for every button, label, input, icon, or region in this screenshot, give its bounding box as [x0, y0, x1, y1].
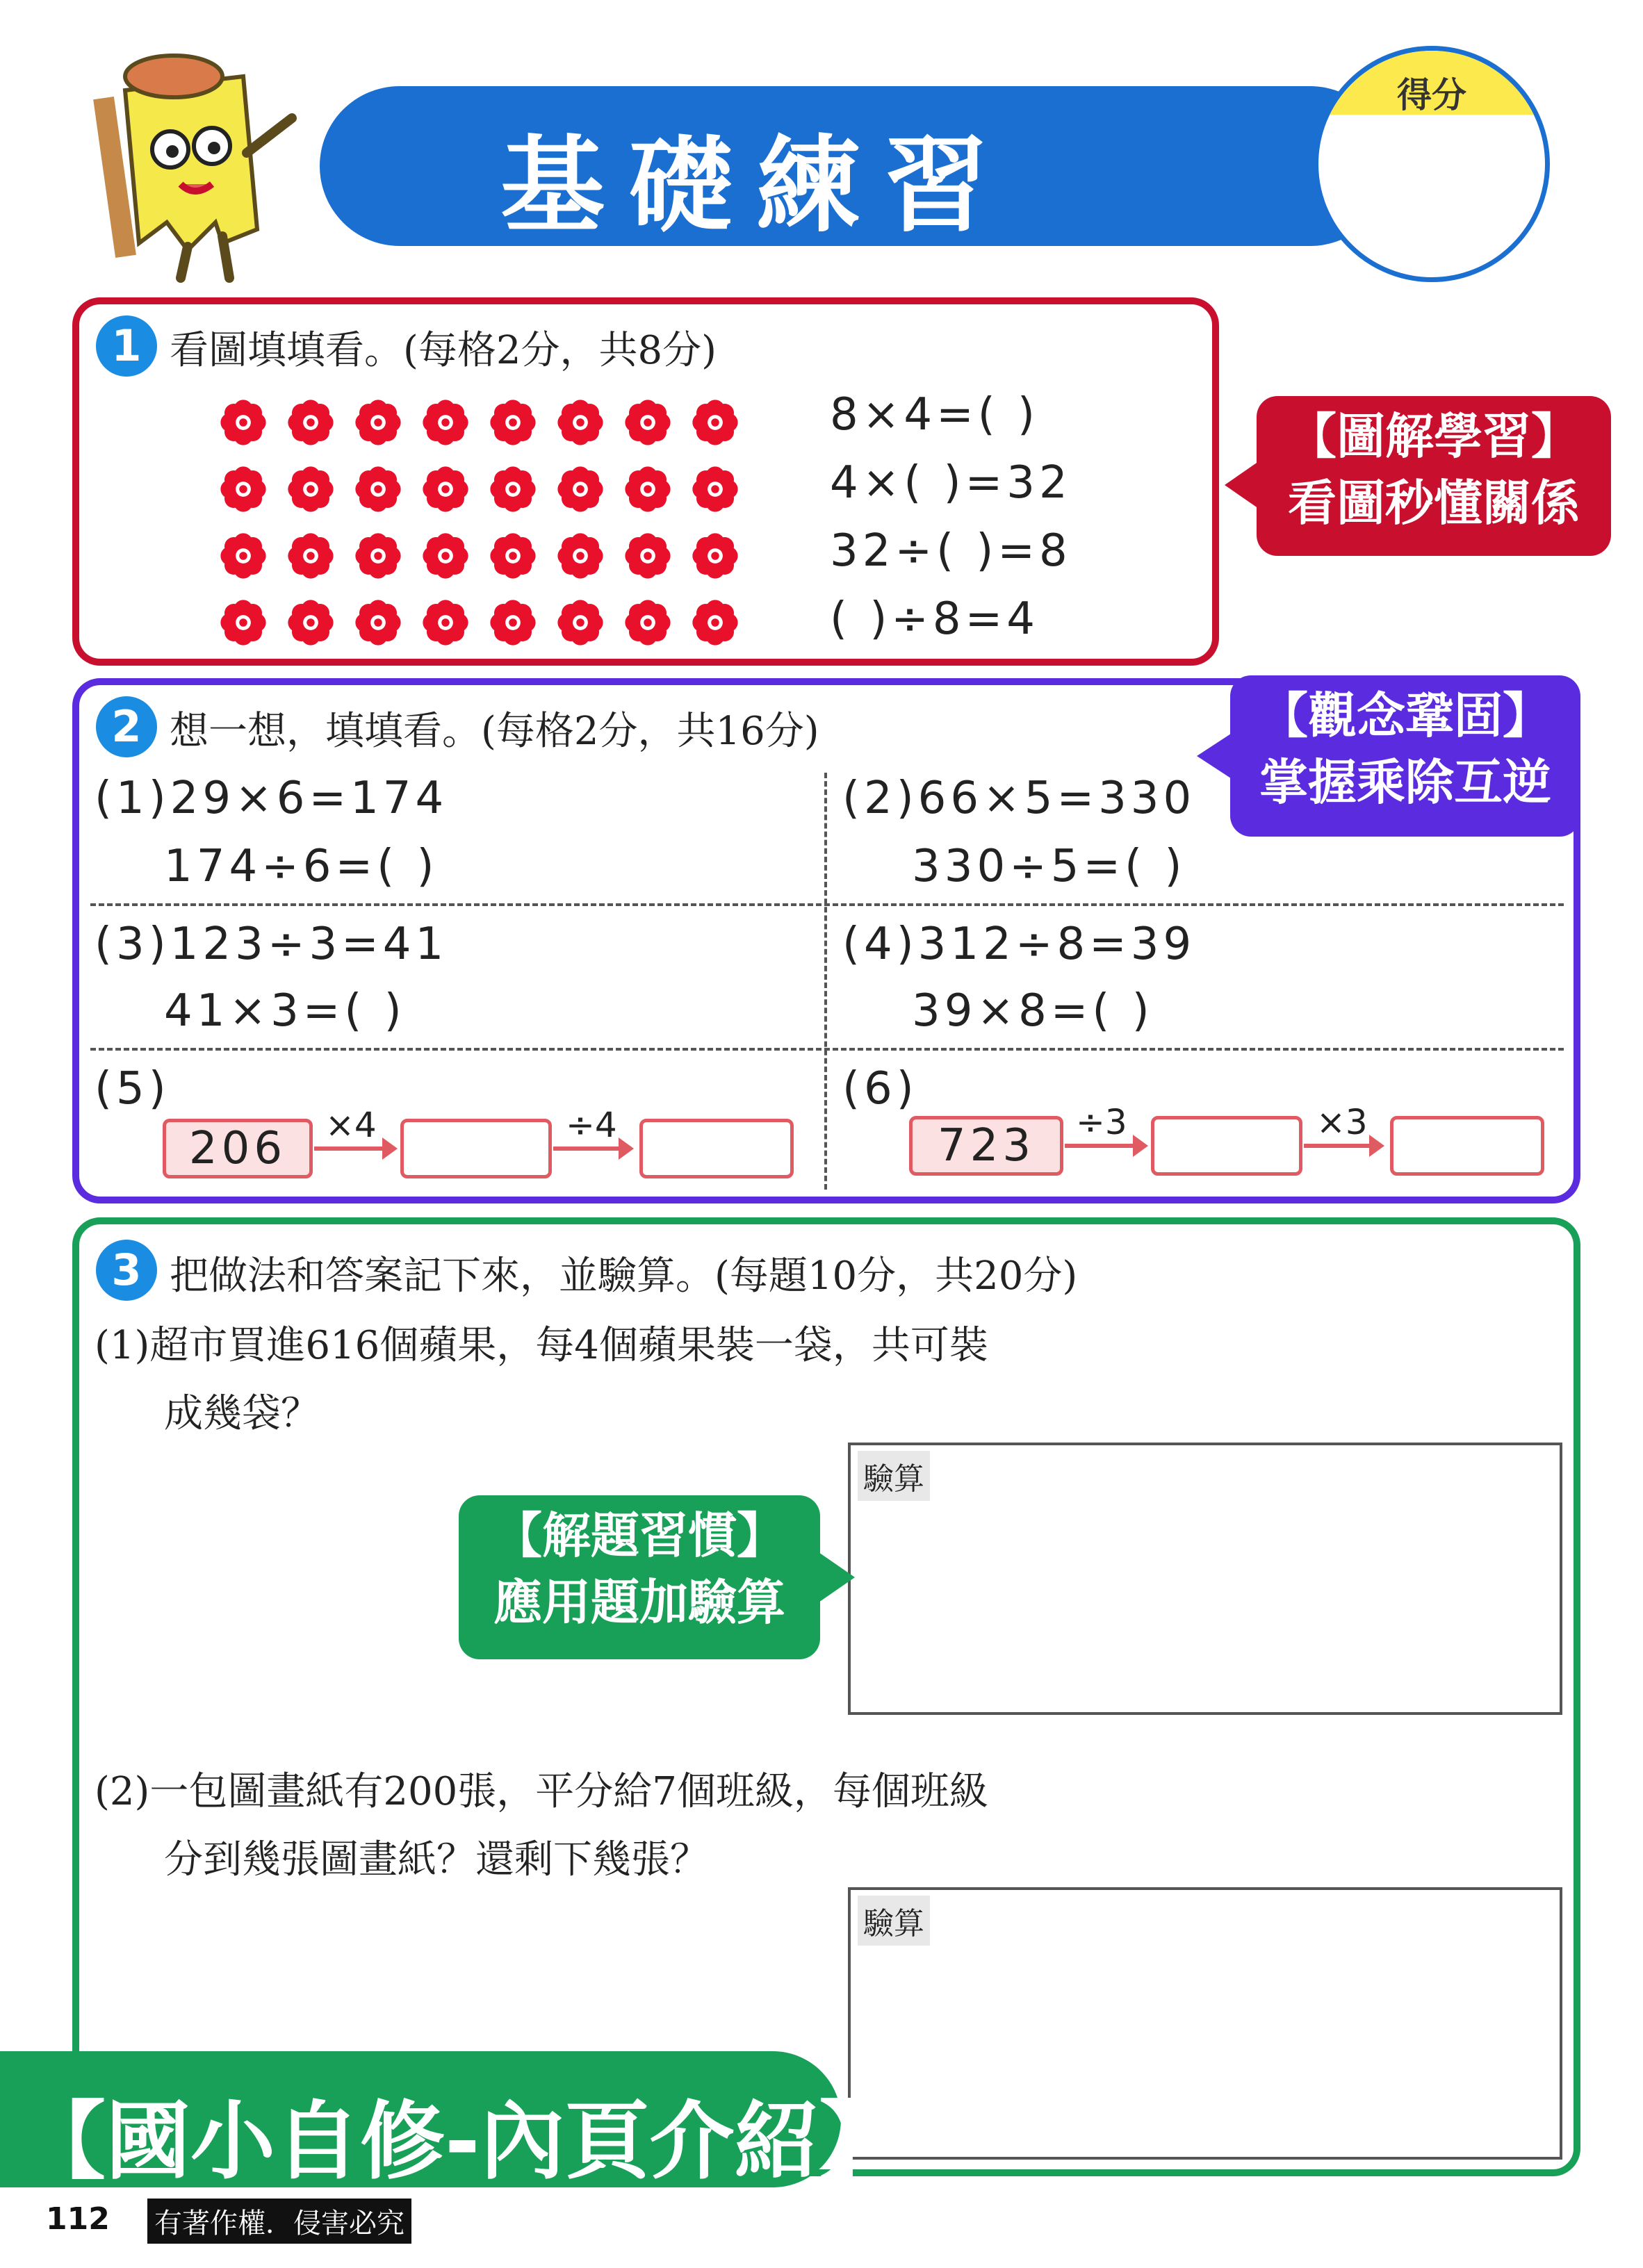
q1-equation-2: 4×( )=32: [830, 457, 1072, 509]
tag-green-line2: 應用題加驗算: [493, 1574, 785, 1631]
copyright-notice: 有著作權．侵害必究: [147, 2199, 411, 2244]
flower-dot: [557, 533, 603, 578]
q2-p6-answer-box-2[interactable]: [1390, 1116, 1544, 1176]
tag-red-tail: [1225, 460, 1261, 510]
flower-dot: [625, 466, 670, 511]
verify-label: 驗算: [858, 1896, 930, 1946]
flower-dot: [355, 600, 400, 645]
flower-dot: [557, 600, 603, 645]
flower-dot: [355, 400, 400, 445]
flower-dot: [625, 533, 670, 578]
flower-dot: [220, 533, 265, 578]
tag-concept-consolidation: [1230, 675, 1580, 837]
q2-p2-line1: (2)66×5=330: [842, 773, 1196, 824]
q2-p4-line2: 39×8=( ): [912, 985, 1154, 1037]
q2-p2-line2: 330÷5=( ): [912, 841, 1186, 892]
flower-dot: [490, 466, 535, 511]
q2-p6-start-box: 723: [909, 1116, 1063, 1176]
q2-p6-op2: ×3: [1316, 1102, 1368, 1142]
q2-instruction: 想一想，填填看。(每格2分，共16分): [170, 709, 819, 754]
q2-p1-line1: (1)29×6=174: [95, 773, 448, 824]
q2-p4-line1: (4)312÷8=39: [842, 919, 1196, 970]
tag-purple-tail: [1197, 732, 1233, 780]
flower-dot: [490, 600, 535, 645]
tag-purple-line2: 掌握乘除互逆: [1259, 754, 1551, 811]
tag-red-line2: 看圖秒懂關係: [1288, 475, 1580, 532]
q3-p1-verify-box[interactable]: [848, 1443, 1562, 1715]
flower-dot: [288, 400, 333, 445]
tag-green-tail: [819, 1552, 855, 1602]
flower-dot: [288, 466, 333, 511]
q3-p1-line2: 成幾袋？: [164, 1391, 320, 1436]
flower-dot: [557, 466, 603, 511]
column-divider: [824, 773, 827, 1190]
q3-p2-verify-box[interactable]: [848, 1887, 1562, 2160]
flower-dot: [625, 600, 670, 645]
tag-red-line1: 【圖解學習】: [1288, 408, 1580, 465]
q3-instruction: 把做法和答案記下來，並驗算。(每題10分，共20分): [170, 1254, 1078, 1299]
flower-dot: [490, 533, 535, 578]
flower-dot: [355, 533, 400, 578]
flower-dot: [423, 466, 468, 511]
q2-p6-answer-box-1[interactable]: [1151, 1116, 1302, 1176]
flower-dot: [625, 400, 670, 445]
score-circle: [1314, 46, 1550, 282]
q2-p5-answer-box-1[interactable]: [400, 1119, 552, 1178]
arrow-icon: [314, 1147, 386, 1151]
tag-problem-solving-habit: [459, 1495, 820, 1659]
q2-p5-answer-box-2[interactable]: [639, 1119, 794, 1178]
q3-p2-line2: 分到幾張圖畫紙？還剩下幾張？: [164, 1837, 709, 1882]
q2-p5-op1: ×4: [325, 1105, 377, 1145]
flower-dot: [423, 400, 468, 445]
score-label: 得分: [1397, 75, 1466, 115]
flower-dot: [557, 400, 603, 445]
flower-dot-grid: [215, 395, 758, 659]
flower-dot: [423, 600, 468, 645]
q3-p1-line1: (1)超市買進616個蘋果，每4個蘋果裝一袋，共可裝: [95, 1323, 988, 1368]
row-divider: [90, 903, 1564, 906]
tag-illustrated-learning: [1257, 396, 1611, 556]
flower-dot: [220, 400, 265, 445]
flower-dot: [220, 600, 265, 645]
page-title: 基礎練習: [500, 126, 1013, 247]
q2-p5-op2: ÷4: [566, 1105, 617, 1145]
tag-purple-line1: 【觀念鞏固】: [1259, 687, 1551, 744]
q2-p3-line1: (3)123÷3=41: [95, 919, 448, 970]
flower-dot: [692, 600, 737, 645]
arrow-icon: [553, 1147, 623, 1151]
flower-dot: [423, 533, 468, 578]
flower-dot: [692, 533, 737, 578]
flower-dot: [692, 400, 737, 445]
flower-dot: [355, 466, 400, 511]
q2-p5-start-box: 206: [163, 1119, 313, 1178]
q1-instruction: 看圖填填看。(每格2分，共8分): [170, 328, 717, 373]
q2-p5-label: (5): [95, 1063, 170, 1115]
mascot-illustration: [83, 49, 306, 285]
q3-p2-line1: (2)一包圖畫紙有200張，平分給7個班級，每個班級: [95, 1769, 988, 1814]
arrow-icon: [1065, 1144, 1137, 1148]
flower-dot: [288, 600, 333, 645]
arrow-icon: [1304, 1144, 1373, 1148]
q2-p1-line2: 174÷6=( ): [164, 841, 439, 892]
row-divider: [90, 1048, 1564, 1051]
flower-dot: [288, 533, 333, 578]
q1-equation-3: 32÷( )=8: [830, 525, 1072, 577]
question-number-badge: 3: [96, 1240, 157, 1301]
q2-p6-label: (6): [842, 1063, 918, 1115]
question-number-badge: 1: [96, 315, 157, 377]
q2-p3-line2: 41×3=( ): [164, 985, 406, 1037]
bottom-banner-text: 【國小自修-內頁介紹】: [21, 2092, 904, 2191]
q1-equation-1: 8×4=( ): [830, 389, 1039, 441]
flower-dot: [220, 466, 265, 511]
tag-green-line1: 【解題習慣】: [493, 1507, 785, 1564]
verify-label: 驗算: [858, 1451, 930, 1501]
question-number-badge: 2: [96, 696, 157, 757]
flower-dot: [490, 400, 535, 445]
flower-dot: [692, 466, 737, 511]
page-number: 112: [46, 2201, 110, 2237]
q2-p6-op1: ÷3: [1076, 1102, 1127, 1142]
q1-equation-4: ( )÷8=4: [830, 593, 1039, 645]
